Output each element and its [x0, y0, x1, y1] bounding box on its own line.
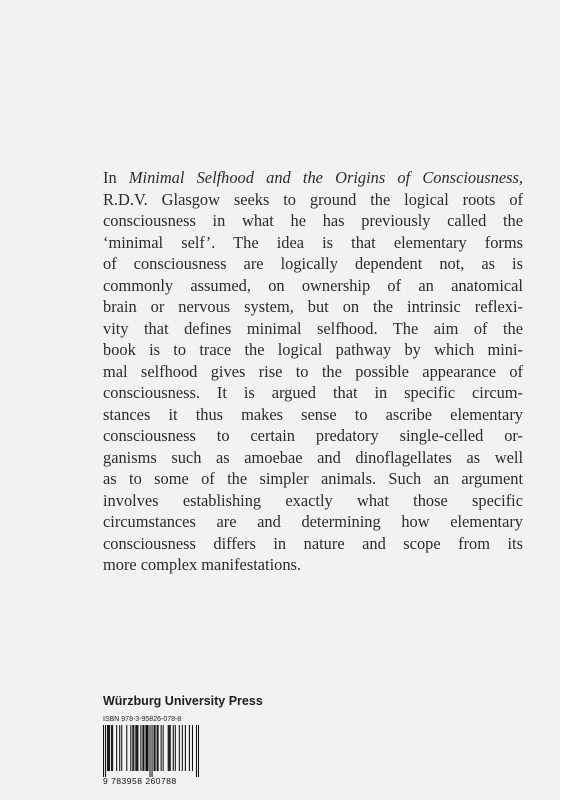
barcode-bar: [170, 725, 171, 771]
blurb-line: ‘minimal self’. The idea is that elementary forms: [103, 232, 523, 252]
blurb-line: consciousness in what he has previously called the: [103, 211, 523, 230]
barcode-bar: [105, 725, 106, 777]
barcode-bar: [136, 725, 137, 771]
barcode-bar: [126, 725, 127, 771]
barcode-bar: [152, 725, 153, 777]
barcode-bar: [154, 725, 155, 771]
blurb-line: vity that defines minimal selfhood. The aim of the: [103, 318, 523, 338]
barcode-bar: [155, 725, 156, 771]
blurb-line: stances it thus makes sense to ascribe elementary: [103, 404, 523, 424]
barcode-bar: [116, 725, 117, 771]
back-cover-blurb: [103, 167, 523, 576]
barcode-bar: [173, 725, 174, 771]
barcode-bar: [143, 725, 144, 771]
barcode-bar: [179, 725, 180, 771]
blurb-line: ganisms such as amoebae and dinoflagellates as well: [103, 447, 523, 467]
blurb-line: R.D.V. Glasgow seeks to ground the logical roots of: [103, 189, 523, 209]
barcode-bar: [157, 725, 158, 771]
blurb-line: involves establishing exactly what those specific: [103, 490, 523, 510]
isbn-barcode-block: [103, 716, 199, 786]
barcode-bar: [135, 725, 136, 771]
cover-edge: [560, 0, 564, 800]
barcode-bar: [103, 725, 104, 777]
blurb-line: more complex manifestations.: [103, 555, 302, 574]
isbn-text: ISBN 978-3-95826-078-8: [103, 716, 182, 723]
barcode-bar: [142, 725, 143, 771]
barcode-bar: [192, 725, 193, 771]
blurb-line: consciousness. It is argued that in specific circum-: [103, 383, 523, 402]
barcode-bar: [175, 725, 176, 771]
blurb-line: circumstances are and determining how elementary: [103, 512, 523, 531]
barcode-bar: [189, 725, 190, 771]
barcode-bar: [145, 725, 146, 771]
barcode-bar: [182, 725, 183, 771]
blurb-line: consciousness differs in nature and scope from its: [103, 533, 523, 553]
book-title: Minimal Selfhood and the Origins of Consciousness: [128, 168, 519, 187]
barcode-bar: [140, 725, 141, 771]
blurb-line: brain or nervous system, but on the intrinsic reflexi-: [103, 297, 523, 316]
barcode-bar: [163, 725, 164, 771]
barcode-bar: [158, 725, 159, 771]
barcode-bar: [130, 725, 131, 771]
barcode-bar: [107, 725, 108, 771]
barcode-bar: [109, 725, 110, 771]
blurb-line: consciousness to certain predatory single-celled or-: [103, 426, 523, 445]
barcode-bar: [185, 725, 186, 771]
barcode-bar: [196, 725, 197, 777]
barcode-bar: [133, 725, 134, 771]
barcode-image: [103, 725, 199, 777]
barcode-bar: [121, 725, 122, 771]
barcode-bar: [161, 725, 162, 771]
blurb-line: book is to trace the logical pathway by which mini-: [103, 340, 523, 359]
barcode-bar: [198, 725, 199, 777]
barcode-bar: [108, 725, 109, 771]
barcode-bar: [137, 725, 138, 771]
blurb-line: commonly assumed, on ownership of an anatomical: [103, 275, 523, 295]
blurb-line: as to some of the simpler animals. Such an argument: [103, 469, 523, 488]
barcode-digits: 9 783958 260788: [103, 776, 177, 786]
publisher-name: Würzburg University Press: [103, 694, 263, 708]
barcode-bar: [119, 725, 120, 771]
barcode-bar: [168, 725, 169, 771]
barcode-bar: [111, 725, 112, 771]
barcode-bar: [146, 725, 147, 771]
barcode-bar: [149, 725, 150, 777]
barcode-bar: [112, 725, 113, 771]
blurb-line: In Minimal Selfhood and the Origins of Consciousness,: [103, 168, 523, 187]
barcode-bar: [147, 725, 148, 771]
barcode-bar: [169, 725, 170, 771]
barcode-bar: [132, 725, 133, 771]
blurb-line: of consciousness are logically dependent not, as is: [103, 254, 523, 273]
blurb-line: mal selfhood gives rise to the possible appearance of: [103, 361, 523, 381]
